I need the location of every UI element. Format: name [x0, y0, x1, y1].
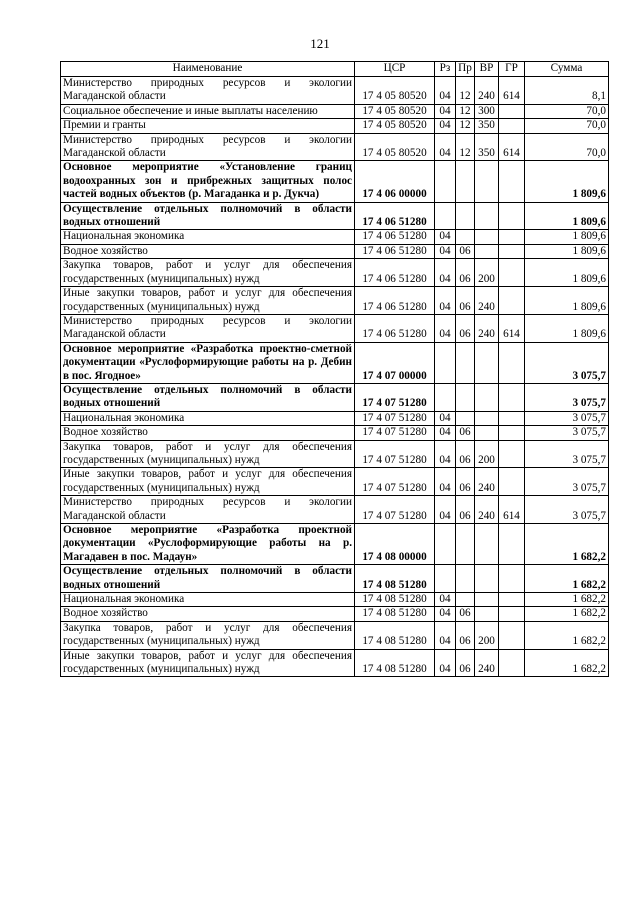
cell-name: Министерство природных ресурсов и экологии Магаданской области — [61, 133, 355, 161]
cell-vr — [475, 565, 499, 593]
table-row — [61, 411, 609, 425]
cell-sum: 3 075,7 — [525, 411, 609, 425]
cell-vr: 240 — [475, 77, 499, 105]
cell-csr: 17 4 05 80520 — [355, 119, 435, 133]
cell-sum: 1 809,6 — [525, 161, 609, 202]
cell-rz: 04 — [435, 77, 456, 105]
cell-csr: 17 4 05 80520 — [355, 104, 435, 118]
cell-pr — [456, 342, 475, 383]
table-row — [61, 607, 609, 621]
cell-vr — [475, 161, 499, 202]
cell-vr: 240 — [475, 496, 499, 524]
cell-sum: 3 075,7 — [525, 496, 609, 524]
table-row — [61, 496, 609, 524]
cell-sum: 3 075,7 — [525, 468, 609, 496]
cell-gr — [499, 411, 525, 425]
cell-name: Водное хозяйство — [61, 607, 355, 621]
cell-vr — [475, 202, 499, 230]
cell-rz: 04 — [435, 259, 456, 287]
header-csr: ЦСР — [355, 62, 435, 77]
cell-rz — [435, 161, 456, 202]
cell-csr: 17 4 07 51280 — [355, 411, 435, 425]
cell-csr: 17 4 07 51280 — [355, 426, 435, 440]
cell-vr — [475, 524, 499, 565]
cell-rz: 04 — [435, 230, 456, 244]
cell-rz: 04 — [435, 649, 456, 677]
header-rz: Рз — [435, 62, 456, 77]
table-row — [61, 649, 609, 677]
cell-gr — [499, 342, 525, 383]
cell-name: Министерство природных ресурсов и экологии Магаданской области — [61, 77, 355, 105]
table-row — [61, 342, 609, 383]
cell-rz — [435, 524, 456, 565]
cell-sum: 3 075,7 — [525, 426, 609, 440]
cell-sum: 1 809,6 — [525, 244, 609, 258]
cell-gr — [499, 202, 525, 230]
cell-name: Водное хозяйство — [61, 426, 355, 440]
cell-gr: 614 — [499, 314, 525, 342]
cell-gr — [499, 440, 525, 468]
cell-sum: 3 075,7 — [525, 383, 609, 411]
cell-name: Основное мероприятие «Разработка проектной документации «Руслоформирующие работы на р. Магадавен в пос. Мадаун» — [61, 524, 355, 565]
cell-gr — [499, 468, 525, 496]
cell-rz — [435, 565, 456, 593]
cell-vr — [475, 244, 499, 258]
cell-csr: 17 4 07 00000 — [355, 342, 435, 383]
table-row — [61, 202, 609, 230]
cell-rz: 04 — [435, 468, 456, 496]
cell-gr — [499, 565, 525, 593]
cell-pr — [456, 161, 475, 202]
cell-vr: 240 — [475, 287, 499, 315]
table-row — [61, 259, 609, 287]
cell-pr: 06 — [456, 649, 475, 677]
cell-sum: 1 682,2 — [525, 607, 609, 621]
cell-csr: 17 4 06 51280 — [355, 202, 435, 230]
header-vr: ВР — [475, 62, 499, 77]
cell-rz: 04 — [435, 133, 456, 161]
cell-vr: 200 — [475, 621, 499, 649]
cell-sum: 1 809,6 — [525, 287, 609, 315]
cell-rz: 04 — [435, 607, 456, 621]
cell-gr — [499, 244, 525, 258]
cell-name: Министерство природных ресурсов и экологии Магаданской области — [61, 496, 355, 524]
cell-sum: 1 809,6 — [525, 202, 609, 230]
cell-vr — [475, 607, 499, 621]
cell-sum: 1 809,6 — [525, 259, 609, 287]
cell-gr — [499, 383, 525, 411]
cell-rz — [435, 383, 456, 411]
header-pr: Пр — [456, 62, 475, 77]
cell-name: Осуществление отдельных полномочий в области водных отношений — [61, 383, 355, 411]
cell-pr: 12 — [456, 104, 475, 118]
cell-pr: 06 — [456, 259, 475, 287]
cell-sum: 1 682,2 — [525, 524, 609, 565]
cell-vr: 350 — [475, 119, 499, 133]
cell-pr — [456, 524, 475, 565]
cell-csr: 17 4 07 51280 — [355, 468, 435, 496]
header-gr: ГР — [499, 62, 525, 77]
cell-sum: 1 682,2 — [525, 565, 609, 593]
cell-vr — [475, 383, 499, 411]
table-row — [61, 593, 609, 607]
cell-name: Водное хозяйство — [61, 244, 355, 258]
cell-rz: 04 — [435, 593, 456, 607]
table-row — [61, 77, 609, 105]
cell-vr — [475, 230, 499, 244]
table-row — [61, 133, 609, 161]
cell-gr — [499, 426, 525, 440]
cell-pr — [456, 230, 475, 244]
cell-vr: 240 — [475, 468, 499, 496]
cell-sum: 1 809,6 — [525, 230, 609, 244]
cell-pr: 12 — [456, 77, 475, 105]
cell-name: Социальное обеспечение и иные выплаты населению — [61, 104, 355, 118]
cell-gr: 614 — [499, 77, 525, 105]
cell-pr: 06 — [456, 607, 475, 621]
cell-rz: 04 — [435, 287, 456, 315]
table-row — [61, 161, 609, 202]
cell-pr — [456, 411, 475, 425]
cell-gr: 614 — [499, 133, 525, 161]
cell-pr: 06 — [456, 496, 475, 524]
cell-csr: 17 4 06 51280 — [355, 244, 435, 258]
cell-vr: 200 — [475, 259, 499, 287]
cell-gr — [499, 259, 525, 287]
cell-name: Осуществление отдельных полномочий в области водных отношений — [61, 565, 355, 593]
cell-pr — [456, 565, 475, 593]
cell-sum: 1 682,2 — [525, 649, 609, 677]
cell-gr — [499, 161, 525, 202]
cell-gr — [499, 593, 525, 607]
cell-gr — [499, 607, 525, 621]
cell-name: Осуществление отдельных полномочий в области водных отношений — [61, 202, 355, 230]
cell-gr — [499, 230, 525, 244]
cell-name: Иные закупки товаров, работ и услуг для обеспечения государственных (муниципальных) нужд — [61, 468, 355, 496]
table-row — [61, 287, 609, 315]
cell-csr: 17 4 06 00000 — [355, 161, 435, 202]
cell-csr: 17 4 08 51280 — [355, 565, 435, 593]
cell-rz: 04 — [435, 440, 456, 468]
cell-pr: 06 — [456, 440, 475, 468]
cell-vr: 350 — [475, 133, 499, 161]
page-number: 121 — [310, 36, 330, 51]
cell-csr: 17 4 07 51280 — [355, 496, 435, 524]
cell-gr — [499, 524, 525, 565]
cell-gr — [499, 287, 525, 315]
cell-rz: 04 — [435, 314, 456, 342]
cell-pr — [456, 593, 475, 607]
cell-csr: 17 4 08 51280 — [355, 607, 435, 621]
cell-csr: 17 4 06 51280 — [355, 314, 435, 342]
cell-sum: 3 075,7 — [525, 342, 609, 383]
cell-rz: 04 — [435, 621, 456, 649]
cell-sum: 70,0 — [525, 119, 609, 133]
cell-name: Закупка товаров, работ и услуг для обеспечения государственных (муниципальных) нужд — [61, 440, 355, 468]
budget-table — [60, 61, 609, 677]
cell-sum: 1 682,2 — [525, 621, 609, 649]
cell-sum: 8,1 — [525, 77, 609, 105]
cell-gr — [499, 649, 525, 677]
cell-rz: 04 — [435, 119, 456, 133]
cell-pr: 12 — [456, 119, 475, 133]
table-row — [61, 621, 609, 649]
cell-csr: 17 4 05 80520 — [355, 77, 435, 105]
table-row — [61, 426, 609, 440]
cell-csr: 17 4 06 51280 — [355, 259, 435, 287]
cell-csr: 17 4 06 51280 — [355, 230, 435, 244]
table-row — [61, 119, 609, 133]
cell-name: Национальная экономика — [61, 411, 355, 425]
cell-gr — [499, 621, 525, 649]
cell-name: Иные закупки товаров, работ и услуг для обеспечения государственных (муниципальных) нужд — [61, 287, 355, 315]
table-row — [61, 565, 609, 593]
cell-pr — [456, 202, 475, 230]
cell-vr — [475, 342, 499, 383]
cell-rz — [435, 202, 456, 230]
cell-sum: 1 809,6 — [525, 314, 609, 342]
cell-pr: 06 — [456, 244, 475, 258]
cell-pr: 06 — [456, 314, 475, 342]
cell-gr: 614 — [499, 496, 525, 524]
header-sum: Сумма — [525, 62, 609, 77]
cell-name: Закупка товаров, работ и услуг для обеспечения государственных (муниципальных) нужд — [61, 621, 355, 649]
cell-vr: 200 — [475, 440, 499, 468]
table-header-row — [61, 62, 609, 77]
cell-rz: 04 — [435, 411, 456, 425]
cell-csr: 17 4 05 80520 — [355, 133, 435, 161]
cell-csr: 17 4 08 51280 — [355, 593, 435, 607]
cell-gr — [499, 104, 525, 118]
cell-rz: 04 — [435, 496, 456, 524]
table-row — [61, 244, 609, 258]
table-row — [61, 440, 609, 468]
cell-name: Иные закупки товаров, работ и услуг для обеспечения государственных (муниципальных) нужд — [61, 649, 355, 677]
cell-sum: 70,0 — [525, 104, 609, 118]
cell-rz — [435, 342, 456, 383]
cell-name: Основное мероприятие «Разработка проектно-сметной документации «Руслоформирующие работы на р. Дебин в пос. Ягодное» — [61, 342, 355, 383]
cell-name: Премии и гранты — [61, 119, 355, 133]
cell-vr: 240 — [475, 314, 499, 342]
cell-vr — [475, 426, 499, 440]
cell-pr: 06 — [456, 426, 475, 440]
cell-name: Закупка товаров, работ и услуг для обеспечения государственных (муниципальных) нужд — [61, 259, 355, 287]
cell-pr: 06 — [456, 287, 475, 315]
table-row — [61, 104, 609, 118]
cell-name: Министерство природных ресурсов и экологии Магаданской области — [61, 314, 355, 342]
cell-name: Национальная экономика — [61, 593, 355, 607]
header-name: Наименование — [61, 62, 355, 77]
table-row — [61, 524, 609, 565]
cell-sum: 70,0 — [525, 133, 609, 161]
table-body — [61, 77, 609, 677]
cell-pr: 12 — [456, 133, 475, 161]
cell-vr — [475, 411, 499, 425]
cell-rz: 04 — [435, 104, 456, 118]
cell-pr: 06 — [456, 621, 475, 649]
table-row — [61, 314, 609, 342]
cell-sum: 3 075,7 — [525, 440, 609, 468]
table-row — [61, 468, 609, 496]
cell-pr — [456, 383, 475, 411]
cell-name: Национальная экономика — [61, 230, 355, 244]
table-row — [61, 383, 609, 411]
cell-csr: 17 4 06 51280 — [355, 287, 435, 315]
table-row — [61, 230, 609, 244]
cell-vr — [475, 593, 499, 607]
cell-rz: 04 — [435, 244, 456, 258]
cell-csr: 17 4 08 51280 — [355, 621, 435, 649]
cell-pr: 06 — [456, 468, 475, 496]
cell-sum: 1 682,2 — [525, 593, 609, 607]
cell-gr — [499, 119, 525, 133]
cell-vr: 240 — [475, 649, 499, 677]
cell-csr: 17 4 08 00000 — [355, 524, 435, 565]
cell-csr: 17 4 07 51280 — [355, 440, 435, 468]
cell-vr: 300 — [475, 104, 499, 118]
cell-name: Основное мероприятие «Установление границ водоохранных зон и прибрежных защитных полос частей водных объектов (р. Магаданка и р. Дукча) — [61, 161, 355, 202]
cell-csr: 17 4 07 51280 — [355, 383, 435, 411]
cell-rz: 04 — [435, 426, 456, 440]
cell-csr: 17 4 08 51280 — [355, 649, 435, 677]
